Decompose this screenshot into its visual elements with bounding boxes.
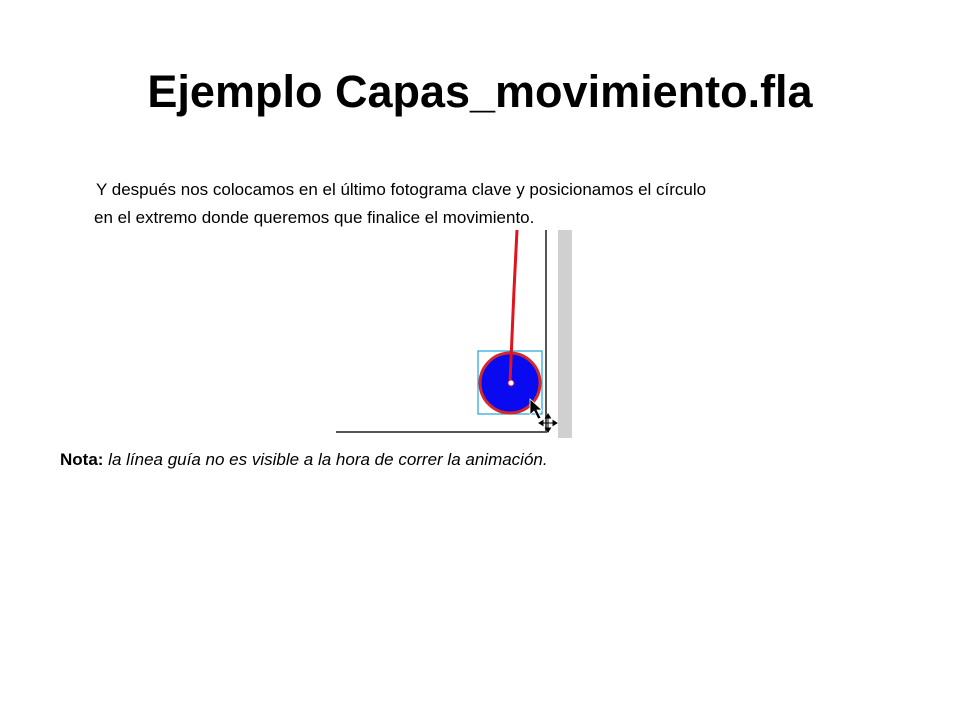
note-text: la línea guía no es visible a la hora de correr la animación. — [103, 450, 548, 469]
registration-point — [508, 380, 514, 386]
body-line-1: Y después nos colocamos en el último fotograma clave y posicionamos el círculo — [96, 180, 707, 199]
body-paragraph — [94, 176, 894, 232]
body-line-2: en el extremo donde queremos que finalice el movimiento. — [94, 208, 535, 227]
note-label: Nota: — [60, 450, 104, 469]
flash-stage-screenshot — [336, 230, 576, 440]
note-paragraph — [60, 446, 548, 474]
pasteboard-right — [558, 230, 572, 438]
slide-title: Ejemplo Capas_movimiento.fla — [147, 66, 813, 117]
